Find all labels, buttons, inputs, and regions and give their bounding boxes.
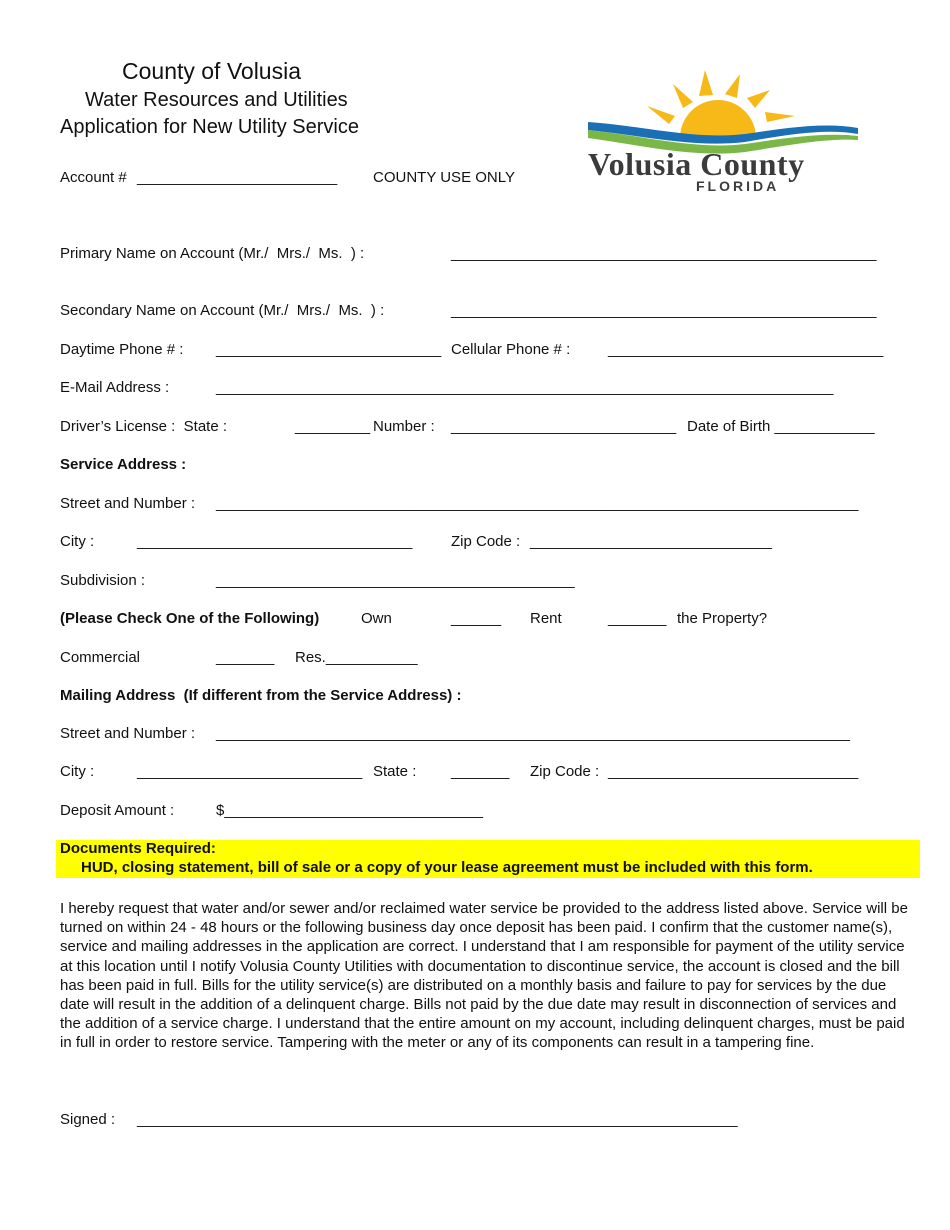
cellular-phone-field[interactable]: _________________________________ [608, 341, 884, 358]
mailing-address-heading: Mailing Address (If different from the Service Address) : [60, 687, 462, 704]
email-label: E-Mail Address : [60, 379, 170, 396]
service-city-field[interactable]: _________________________________ [137, 533, 413, 550]
mailing-street-label: Street and Number : [60, 725, 196, 742]
license-number-label: Number : [373, 418, 435, 435]
subdivision-label: Subdivision : [60, 572, 146, 589]
account-label: Account # [60, 169, 127, 186]
daytime-phone-label: Daytime Phone # : [60, 341, 184, 358]
header-title: County of Volusia [122, 58, 302, 84]
commercial-label: Commercial [60, 649, 141, 666]
primary-name-label: Primary Name on Account (Mr./ Mrs./ Ms. ) : [60, 245, 365, 262]
email-field[interactable]: __________________________________________________________________________ [216, 379, 834, 396]
mailing-zip-label: Zip Code : [530, 763, 600, 780]
check-one-label: (Please Check One of the Following) [60, 610, 320, 627]
header-subtitle: Water Resources and Utilities [85, 89, 348, 111]
mailing-state-field[interactable]: _______ [451, 763, 510, 780]
logo-name: Volusia County [588, 146, 805, 182]
own-checkbox[interactable]: ______ [451, 610, 502, 627]
mailing-city-field[interactable]: ___________________________ [137, 763, 363, 780]
cellular-phone-label: Cellular Phone # : [451, 341, 571, 358]
deposit-label: Deposit Amount : [60, 802, 175, 819]
commercial-checkbox[interactable]: _______ [216, 649, 275, 666]
service-street-label: Street and Number : [60, 495, 196, 512]
primary-name-field[interactable]: ___________________________________________________ [451, 245, 877, 262]
license-number-field[interactable]: ___________________________ [451, 418, 677, 435]
mailing-state-label: State : [373, 763, 417, 780]
property-label: the Property? [677, 610, 768, 627]
documents-required-text: HUD, closing statement, bill of sale or a copy of your lease agreement must be included with this form. [81, 859, 813, 876]
mailing-zip-field[interactable]: ______________________________ [608, 763, 859, 780]
service-city-label: City : [60, 533, 95, 550]
volusia-county-logo [585, 60, 865, 200]
mailing-street-field[interactable]: ____________________________________________________________________________ [216, 725, 851, 742]
secondary-name-label: Secondary Name on Account (Mr./ Mrs./ Ms. ) : [60, 302, 385, 319]
agreement-paragraph: I hereby request that water and/or sewer and/or reclaimed water service be provided to the address listed above. Service will be turned on within 24 - 48 hours or the following business day once deposit has been paid. I confirm that the customer name(s), service and mailing addresses in the application are correct. I understand that I am responsible for payment of the utility service at this location until I notify Volusia County Utilities with documentation to discontinue service, the account is closed and the bill has been paid in full. Bills for the utility service(s) are distributed on a monthly basis and failure to pay for services by the due date will result in the addition of a delinquent charge. Bills not paid by the due date may result in disconnection of services and the addition of a service charge. I understand that the entire amount on my account, including delinquent charges, must be paid in full in order to restore service. Tampering with the meter or any of its components can result in a tampering fine. [60, 900, 908, 1052]
license-state-field[interactable]: _________ [295, 418, 371, 435]
county-use-note: COUNTY USE ONLY [373, 169, 515, 186]
service-zip-field[interactable]: _____________________________ [530, 533, 772, 550]
rent-label: Rent [530, 610, 562, 627]
secondary-name-field[interactable]: ___________________________________________________ [451, 302, 877, 319]
signed-label: Signed : [60, 1111, 116, 1128]
deposit-field[interactable]: $_______________________________ [216, 802, 483, 819]
documents-required-title: Documents Required: [60, 840, 216, 857]
documents-required-box [56, 840, 920, 878]
service-zip-label: Zip Code : [451, 533, 521, 550]
subdivision-field[interactable]: ___________________________________________ [216, 572, 575, 589]
signature-field[interactable]: ________________________________________________________________________ [137, 1111, 738, 1128]
mailing-city-label: City : [60, 763, 95, 780]
rent-checkbox[interactable]: _______ [608, 610, 667, 627]
form-title: Application for New Utility Service [60, 116, 359, 138]
account-field[interactable]: ________________________ [137, 169, 338, 186]
date-of-birth-field[interactable]: Date of Birth ____________ [687, 418, 875, 435]
residential-checkbox[interactable]: Res.___________ [295, 649, 418, 666]
own-label: Own [361, 610, 392, 627]
license-state-label: Driver’s License : State : [60, 418, 228, 435]
daytime-phone-field[interactable]: ___________________________ [216, 341, 442, 358]
logo-sub: FLORIDA [696, 178, 780, 194]
service-address-heading: Service Address : [60, 456, 187, 473]
service-street-field[interactable]: _____________________________________________________________________________ [216, 495, 859, 512]
